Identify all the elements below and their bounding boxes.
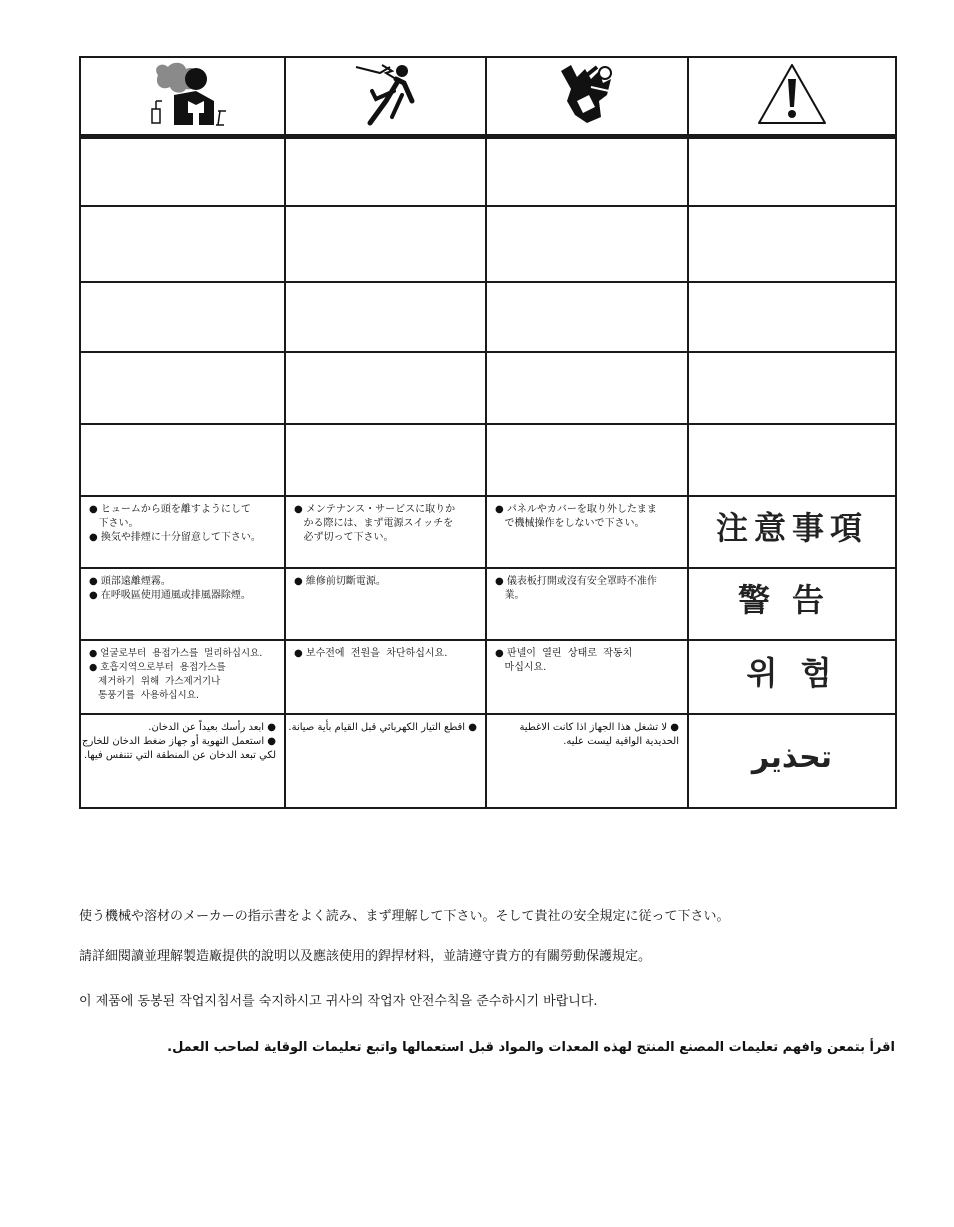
warning-cell: ● اقطع التيار الكهربائي قبل القيام بأية صيانة. — [285, 714, 486, 808]
warning-cell: ● لا تشغل هذا الجهاز اذا كانت الاغطية الحديدية الواقية ليست عليه. — [486, 714, 688, 808]
warning-cell: ● ابعد رأسك بعيداً عن الدخان. ● استعمل التهوية أو جهاز ضغط الدخان للخارج لكي تبعد الدخان عن المنطقة التي تتنفس فيها. — [80, 714, 285, 808]
warning-cell: ● 보수전에 전원을 차단하십시요. — [285, 640, 486, 714]
icon-cell-fumes — [80, 57, 285, 137]
arabic-row — [80, 714, 896, 808]
blank-row — [80, 424, 896, 496]
warning-title-chinese: 警告 — [737, 580, 846, 619]
warning-triangle-icon — [755, 112, 829, 131]
warning-cell: ● メンテナンス・サービスに取りか かる際には、まず電源スイッチを 必ず切って下さい。 — [285, 496, 486, 568]
chinese-row — [80, 568, 896, 640]
icon-cell-shock — [285, 57, 486, 137]
warning-cell: ● 얼굴로부터 용접가스를 멀리하십시요. ● 호흡지역으로부터 용접가스를 제거하기 위해 가스제거기나 통풍기를 사용하십시요. — [80, 640, 285, 714]
warning-title-cell — [688, 714, 896, 808]
icon-cell-warning — [688, 57, 896, 137]
warning-title-japanese: 注意事項 — [715, 508, 868, 547]
warning-cell: ● ヒュームから頭を離すようにして 下さい。 ● 換気や排煙に十分留意して下さい。 — [80, 496, 285, 568]
icon-row — [80, 57, 896, 137]
warning-title-cell — [688, 640, 896, 714]
japanese-row — [80, 496, 896, 568]
korean-row — [80, 640, 896, 714]
moving-parts-icon — [547, 112, 627, 131]
instruction-chinese: 請詳細閱讀並理解製造廠提供的說明以及應該使用的銲捍材料，並請遵守貴方的有關勞動保護規定。 — [79, 949, 652, 964]
warning-cell: ● 판넬이 열린 상태로 작동치 마십시요. — [486, 640, 688, 714]
instruction-japanese: 使う機械や溶材のメーカーの指示書をよく読み、まず理解して下さい。そして貴社の安全規定に従って下さい。 — [79, 909, 730, 924]
fumes-icon — [138, 112, 228, 131]
safety-warning-table — [79, 56, 897, 809]
warning-title-arabic: تحذير — [751, 739, 833, 775]
blank-row — [80, 282, 896, 352]
warning-cell: ● 儀表板打開或沒有安全罩時不准作 業。 — [486, 568, 688, 640]
warning-title-cell — [688, 496, 896, 568]
warning-cell: ● 頭部遠離煙霧。 ● 在呼吸區使用通風或排風器除煙。 — [80, 568, 285, 640]
electric-shock-icon — [346, 112, 426, 131]
warning-cell: ● 維修前切斷電源。 — [285, 568, 486, 640]
warning-cell: ● パネルやカバーを取り外したまま で機械操作をしないで下さい。 — [486, 496, 688, 568]
instruction-korean: 이 제품에 동봉된 작업지침서를 숙지하시고 귀사의 작업자 안전수칙을 준수하시기 바랍니다. — [79, 994, 598, 1009]
instruction-arabic: اقرأ بتمعن وافهم تعليمات المصنع المنتج لهذه المعدات والمواد قبل استعمالها واتبع تعليمات الوقاية لصاحب العمل. — [167, 1040, 895, 1055]
warning-title-cell — [688, 568, 896, 640]
blank-row — [80, 206, 896, 282]
warning-title-korean: 위 험 — [746, 653, 838, 692]
icon-cell-moving-parts — [486, 57, 688, 137]
blank-row — [80, 352, 896, 424]
blank-row — [80, 137, 896, 207]
